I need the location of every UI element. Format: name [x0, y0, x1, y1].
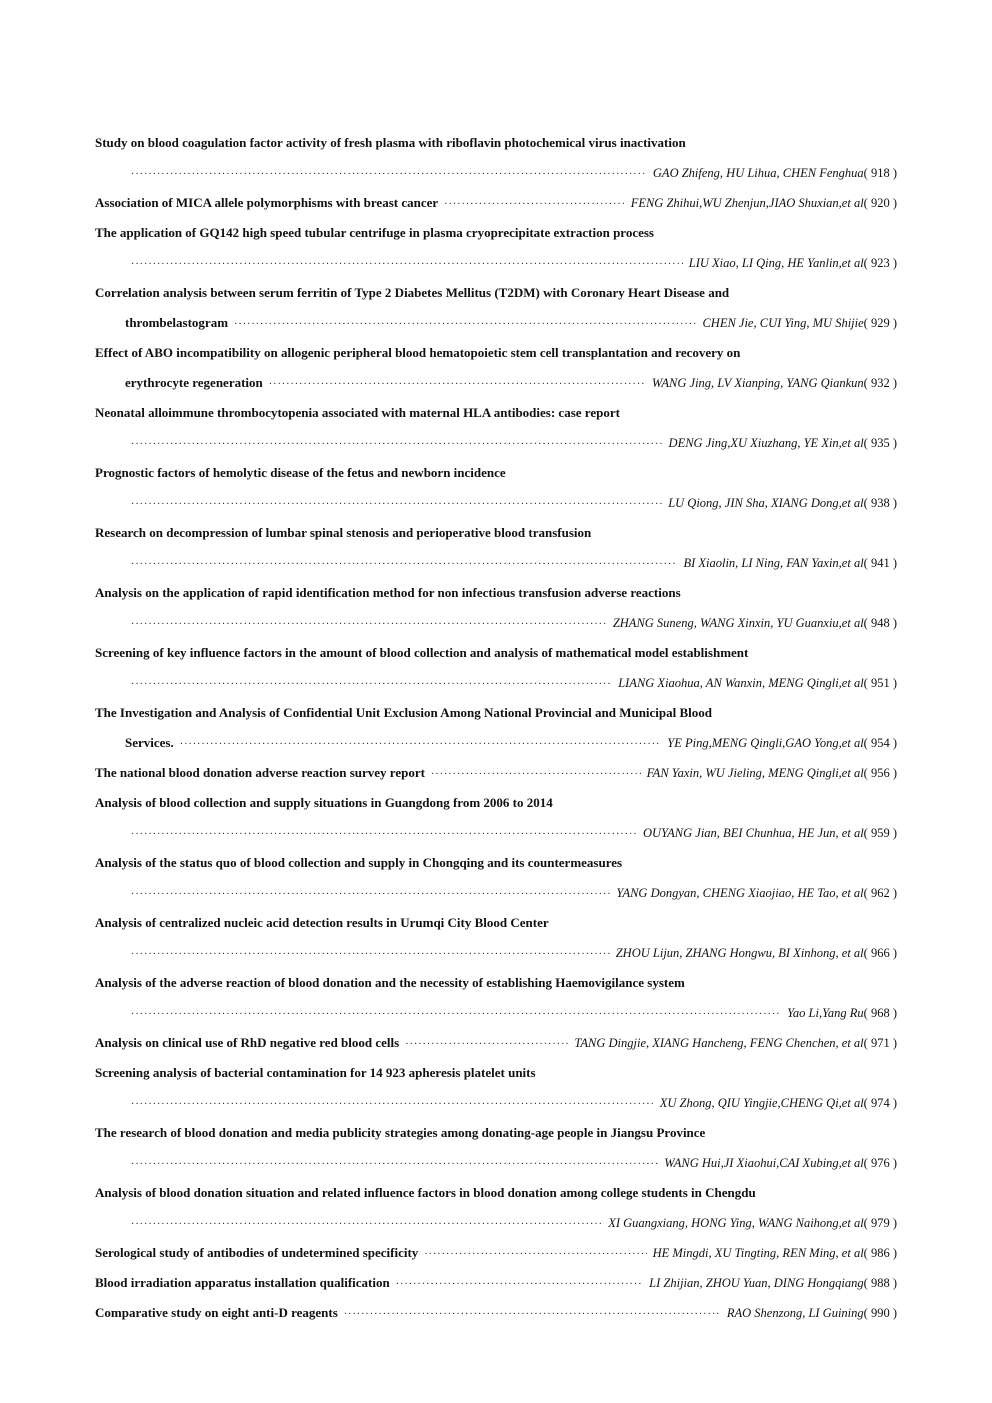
entry-title: Blood irradiation apparatus installation qualification	[95, 1275, 390, 1290]
entry-page-number: ( 935 )	[863, 436, 897, 450]
toc-entry[interactable]	[95, 128, 897, 188]
entry-page-number: ( 923 )	[863, 256, 897, 270]
entry-authors: ZHOU Lijun, ZHANG Hongwu, BI Xinhong, et al	[615, 946, 864, 960]
entry-page-number: ( 971 )	[863, 1036, 897, 1050]
entry-title: The Investigation and Analysis of Confidential Unit Exclusion Among National Provincial and Municipal Blood	[95, 705, 713, 720]
entry-authors: LI Zhijian, ZHOU Yuan, DING Hongqiang	[649, 1276, 864, 1290]
entry-authors: YE Ping,MENG Qingli,GAO Yong,et al	[667, 736, 864, 750]
entry-page-number: ( 918 )	[863, 166, 897, 180]
toc-entry[interactable]	[95, 188, 897, 218]
entry-authors: OUYANG Jian, BEI Chunhua, HE Jun, et al	[643, 826, 864, 840]
entry-authors: LIANG Xiaohua, AN Wanxin, MENG Qingli,et al	[618, 676, 864, 690]
entry-title: Research on decompression of lumbar spinal stenosis and perioperative blood transfusion	[95, 525, 592, 540]
toc-entry[interactable]	[95, 698, 897, 758]
entry-title: Services.	[125, 735, 174, 750]
toc-entry[interactable]	[95, 1238, 897, 1268]
entry-title: Prognostic factors of hemolytic disease of the fetus and newborn incidence	[95, 465, 506, 480]
entry-page-number: ( 974 )	[863, 1096, 897, 1110]
entry-page-number: ( 986 )	[863, 1246, 897, 1260]
entry-title: Screening analysis of bacterial contamination for 14 923 apheresis platelet units	[95, 1065, 536, 1080]
entry-page-number: ( 929 )	[863, 316, 897, 330]
dot-leader	[131, 1210, 602, 1240]
toc-entry[interactable]	[95, 1268, 897, 1298]
dot-leader	[131, 880, 610, 910]
entry-authors: XI Guangxiang, HONG Ying, WANG Naihong,et al	[608, 1216, 864, 1230]
entry-page-number: ( 968 )	[863, 1006, 897, 1020]
entry-page-number: ( 954 )	[863, 736, 897, 750]
entry-page-number: ( 988 )	[863, 1276, 897, 1290]
entry-title: Analysis of the status quo of blood collection and supply in Chongqing and its countermeasures	[95, 855, 623, 870]
entry-authors: Yao Li,Yang Ru	[787, 1006, 864, 1020]
dot-leader	[131, 250, 683, 280]
entry-page-number: ( 948 )	[863, 616, 897, 630]
toc-entry[interactable]	[95, 518, 897, 578]
entry-title: Analysis of the adverse reaction of blood donation and the necessity of establishing Haemovigilance system	[95, 975, 685, 990]
entry-title: Association of MICA allele polymorphisms with breast cancer	[95, 195, 439, 210]
entry-page-number: ( 932 )	[863, 376, 897, 390]
toc-entry[interactable]	[95, 1118, 897, 1178]
dot-leader	[431, 760, 641, 790]
dot-leader	[131, 820, 637, 850]
entry-title: Effect of ABO incompatibility on allogenic peripheral blood hematopoietic stem cell transplantation and recovery on	[95, 345, 741, 360]
dot-leader	[131, 940, 610, 970]
entry-authors: WANG Jing, LV Xianping, YANG Qiankun	[651, 376, 864, 390]
entry-authors: GAO Zhifeng, HU Lihua, CHEN Fenghua	[652, 166, 864, 180]
toc-entry[interactable]	[95, 758, 897, 788]
entry-title: Analysis of blood donation situation and related influence factors in blood donation among college students in Chengdu	[95, 1185, 756, 1200]
entry-title: Analysis of blood collection and supply situations in Guangdong from 2006 to 2014	[95, 795, 553, 810]
entry-authors: DENG Jing,XU Xiuzhang, YE Xin,et al	[668, 436, 864, 450]
toc-entry[interactable]	[95, 1298, 897, 1328]
toc-entry[interactable]	[95, 1178, 897, 1238]
toc-entry[interactable]	[95, 218, 897, 278]
toc-entry[interactable]	[95, 788, 897, 848]
entry-authors: XU Zhong, QIU Yingjie,CHENG Qi,et al	[659, 1096, 864, 1110]
entry-page-number: ( 920 )	[863, 196, 897, 210]
dot-leader	[424, 1240, 646, 1270]
table-of-contents	[95, 128, 897, 1328]
entry-authors: FAN Yaxin, WU Jieling, MENG Qingli,et al	[646, 766, 864, 780]
toc-entry[interactable]	[95, 338, 897, 398]
dot-leader	[131, 1090, 654, 1120]
entry-title: Analysis on clinical use of RhD negative red blood cells	[95, 1035, 400, 1050]
entry-page-number: ( 962 )	[863, 886, 897, 900]
dot-leader	[180, 730, 662, 760]
toc-entry[interactable]	[95, 1058, 897, 1118]
entry-title: The research of blood donation and media publicity strategies among donating-age people in Jiangsu Province	[95, 1125, 706, 1140]
toc-entry[interactable]	[95, 968, 897, 1028]
entry-title: Study on blood coagulation factor activity of fresh plasma with riboflavin photochemical virus inactivation	[95, 135, 686, 150]
entry-title: Screening of key influence factors in the amount of blood collection and analysis of mathematical model establishment	[95, 645, 749, 660]
entry-page-number: ( 959 )	[863, 826, 897, 840]
entry-authors: HE Mingdi, XU Tingting, REN Ming, et al	[652, 1246, 864, 1260]
dot-leader	[444, 190, 625, 220]
dot-leader	[234, 310, 696, 340]
entry-page-number: ( 990 )	[863, 1306, 897, 1320]
entry-title: The application of GQ142 high speed tubular centrifuge in plasma cryoprecipitate extraction process	[95, 225, 654, 240]
toc-entry[interactable]	[95, 458, 897, 518]
entry-title: Analysis of centralized nucleic acid detection results in Urumqi City Blood Center	[95, 915, 549, 930]
entry-page-number: ( 979 )	[863, 1216, 897, 1230]
entry-authors: TANG Dingjie, XIANG Hancheng, FENG Chenchen, et al	[574, 1036, 864, 1050]
entry-title: Analysis on the application of rapid identification method for non infectious transfusion adverse reactions	[95, 585, 681, 600]
toc-entry[interactable]	[95, 398, 897, 458]
toc-entry[interactable]	[95, 578, 897, 638]
entry-page-number: ( 956 )	[863, 766, 897, 780]
entry-authors: RAO Shenzong, LI Guining	[726, 1306, 864, 1320]
entry-authors: YANG Dongyan, CHENG Xiaojiao, HE Tao, et al	[616, 886, 864, 900]
entry-title: Neonatal alloimmune thrombocytopenia associated with maternal HLA antibodies: case report	[95, 405, 620, 420]
dot-leader	[131, 610, 607, 640]
dot-leader	[396, 1270, 643, 1300]
entry-authors: CHEN Jie, CUI Ying, MU Shijie	[702, 316, 864, 330]
entry-authors: WANG Hui,JI Xiaohui,CAI Xubing,et al	[664, 1156, 864, 1170]
toc-entry[interactable]	[95, 638, 897, 698]
dot-leader	[131, 1000, 781, 1030]
dot-leader	[131, 550, 677, 580]
entry-title: erythrocyte regeneration	[125, 375, 263, 390]
entry-page-number: ( 941 )	[863, 556, 897, 570]
entry-page-number: ( 951 )	[863, 676, 897, 690]
entry-authors: BI Xiaolin, LI Ning, FAN Yaxin,et al	[683, 556, 864, 570]
entry-title: Correlation analysis between serum ferritin of Type 2 Diabetes Mellitus (T2DM) with Coronary Heart Disease and	[95, 285, 730, 300]
dot-leader	[131, 430, 663, 460]
dot-leader	[131, 160, 647, 190]
entry-authors: FENG Zhihui,WU Zhenjun,JIAO Shuxian,et al	[630, 196, 864, 210]
entry-page-number: ( 966 )	[863, 946, 897, 960]
entry-authors: ZHANG Suneng, WANG Xinxin, YU Guanxiu,et al	[612, 616, 864, 630]
dot-leader	[405, 1030, 568, 1060]
entry-title: Serological study of antibodies of undetermined specificity	[95, 1245, 419, 1260]
entry-title: thrombelastogram	[125, 315, 229, 330]
entry-page-number: ( 976 )	[863, 1156, 897, 1170]
entry-authors: LIU Xiao, LI Qing, HE Yanlin,et al	[688, 256, 864, 270]
dot-leader	[131, 670, 612, 700]
dot-leader	[131, 1150, 658, 1180]
dot-leader	[131, 490, 662, 520]
toc-entry[interactable]	[95, 278, 897, 338]
entry-title: Comparative study on eight anti-D reagents	[95, 1305, 338, 1320]
toc-entry[interactable]	[95, 908, 897, 968]
dot-leader	[344, 1300, 721, 1330]
entry-title: The national blood donation adverse reaction survey report	[95, 765, 425, 780]
entry-authors: LU Qiong, JIN Sha, XIANG Dong,et al	[668, 496, 864, 510]
toc-entry[interactable]	[95, 848, 897, 908]
dot-leader	[269, 370, 646, 400]
toc-entry[interactable]	[95, 1028, 897, 1058]
entry-page-number: ( 938 )	[863, 496, 897, 510]
